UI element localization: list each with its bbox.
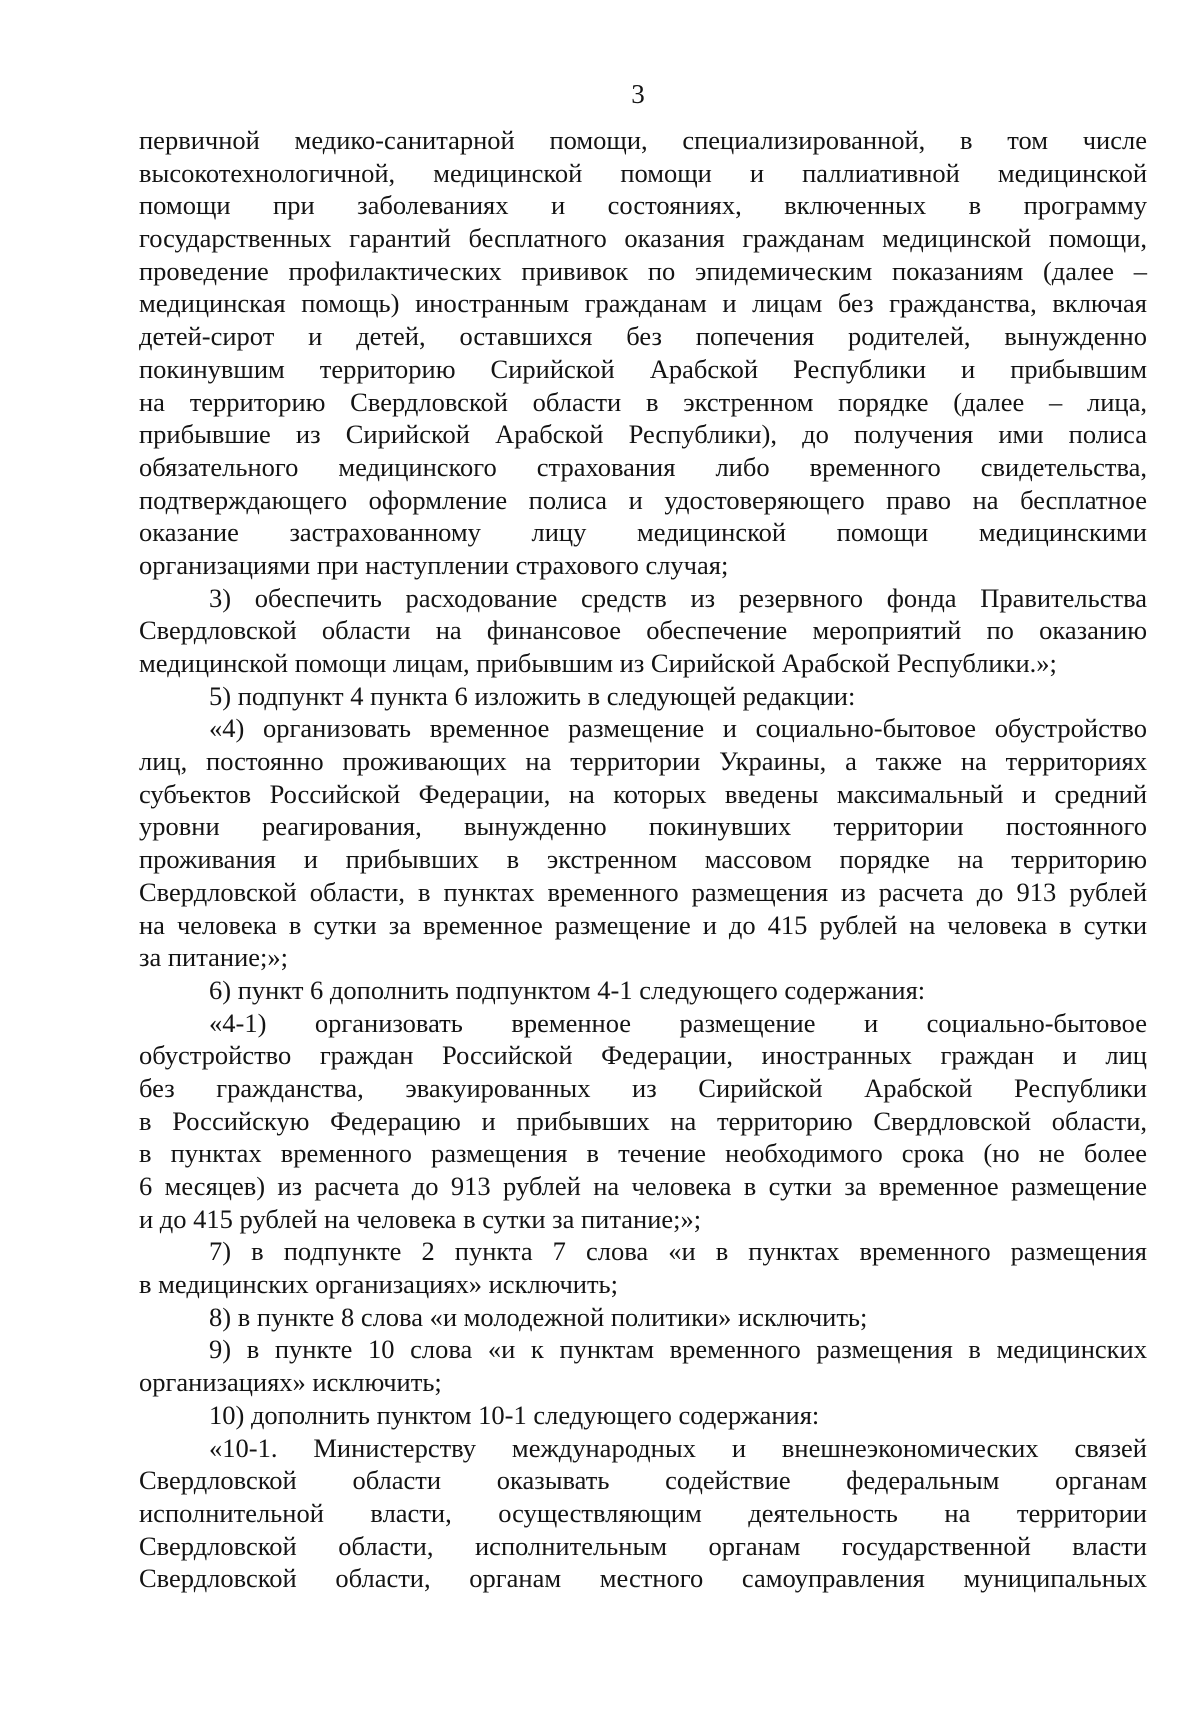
text-line: 6) пункт 6 дополнить подпунктом 4-1 следующего содержания: <box>209 974 926 1005</box>
text-line: оказание застрахованному лицу медицинской помощи медицинскими <box>139 517 1147 548</box>
text-line: на человека в сутки за временное размещение и до 415 рублей на человека в сутки <box>139 909 1147 940</box>
text-line: в пунктах временного размещения в течение необходимого срока (но не более <box>139 1138 1147 1169</box>
document-body <box>139 124 1147 1595</box>
text-line: за питание;»; <box>139 942 288 973</box>
text-line: «4-1) организовать временное размещение и социально-бытовое <box>209 1007 1147 1038</box>
text-line: на территорию Свердловской области в экстренном порядке (далее – лица, <box>139 386 1147 417</box>
text-line: Свердловской области, в пунктах временного размещения из расчета до 913 рублей <box>139 876 1147 907</box>
text-line: исполнительной власти, осуществляющим деятельность на территории <box>139 1497 1147 1528</box>
text-line: прибывшие из Сирийской Арабской Республики), до получения ими полиса <box>139 419 1147 450</box>
text-line: Свердловской области, исполнительным органам государственной власти <box>139 1530 1147 1561</box>
text-line: «10-1. Министерству международных и внешнеэкономических связей <box>209 1432 1147 1463</box>
text-line: 6 месяцев) из расчета до 913 рублей на человека в сутки за временное размещение <box>139 1171 1147 1201</box>
text-line: 10) дополнить пунктом 10-1 следующего содержания: <box>209 1399 820 1430</box>
text-line: государственных гарантий бесплатного оказания гражданам медицинской помощи, <box>139 223 1147 254</box>
text-line: медицинская помощь) иностранным гражданам и лицам без гражданства, включая <box>139 288 1147 319</box>
text-line: и до 415 рублей на человека в сутки за питание;»; <box>139 1203 702 1234</box>
text-line: высокотехнологичной, медицинской помощи и паллиативной медицинской <box>139 157 1147 188</box>
text-line: 7) в подпункте 2 пункта 7 слова «и в пунктах временного размещения <box>209 1236 1147 1267</box>
text-line: организациях» исключить; <box>139 1367 442 1398</box>
text-line: проживания и прибывших в экстренном массовом порядке на территорию <box>139 844 1147 875</box>
text-line: Свердловской области на финансовое обеспечение мероприятий по оказанию <box>139 615 1147 646</box>
text-line: лиц, постоянно проживающих на территории Украины, а также на территориях <box>139 746 1147 777</box>
text-line: субъектов Российской Федерации, на которых введены максимальный и средний <box>139 778 1147 809</box>
text-line: в медицинских организациях» исключить; <box>139 1269 618 1300</box>
text-line: 8) в пункте 8 слова «и молодежной политики» исключить; <box>209 1301 868 1332</box>
text-line: 9) в пункте 10 слова «и к пунктам временного размещения в медицинских <box>209 1334 1147 1365</box>
text-line: проведение профилактических прививок по эпидемическим показаниям (далее – <box>139 255 1147 286</box>
text-line: в Российскую Федерацию и прибывших на территорию Свердловской области, <box>139 1105 1147 1136</box>
text-line: подтверждающего оформление полиса и удостоверяющего право на бесплатное <box>139 484 1147 515</box>
text-line: обязательного медицинского страхования либо временного свидетельства, <box>139 451 1147 482</box>
text-line: без гражданства, эвакуированных из Сирийской Арабской Республики <box>139 1072 1147 1103</box>
text-line: 3) обеспечить расходование средств из резервного фонда Правительства <box>209 582 1147 613</box>
text-line: организациями при наступлении страхового случая; <box>139 549 729 580</box>
text-line: 5) подпункт 4 пункта 6 изложить в следующей редакции: <box>209 680 856 711</box>
text-line: медицинской помощи лицам, прибывшим из Сирийской Арабской Республики.»; <box>139 648 1057 678</box>
text-line: «4) организовать временное размещение и социально-бытовое обустройство <box>209 713 1147 744</box>
text-line: уровни реагирования, вынужденно покинувших территории постоянного <box>139 811 1147 842</box>
text-line: покинувшим территорию Сирийской Арабской Республики и прибывшим <box>139 353 1147 384</box>
text-line: детей-сирот и детей, оставшихся без попечения родителей, вынужденно <box>139 321 1147 352</box>
text-line: обустройство граждан Российской Федерации, иностранных граждан и лиц <box>139 1040 1147 1071</box>
text-line: Свердловской области оказывать содействие федеральным органам <box>139 1465 1147 1496</box>
text-line: помощи при заболеваниях и состояниях, включенных в программу <box>139 190 1147 221</box>
page-number: 3 <box>631 79 645 109</box>
text-line: Свердловской области, органам местного самоуправления муниципальных <box>139 1563 1147 1594</box>
text-line: первичной медико-санитарной помощи, специализированной, в том числе <box>139 125 1147 155</box>
